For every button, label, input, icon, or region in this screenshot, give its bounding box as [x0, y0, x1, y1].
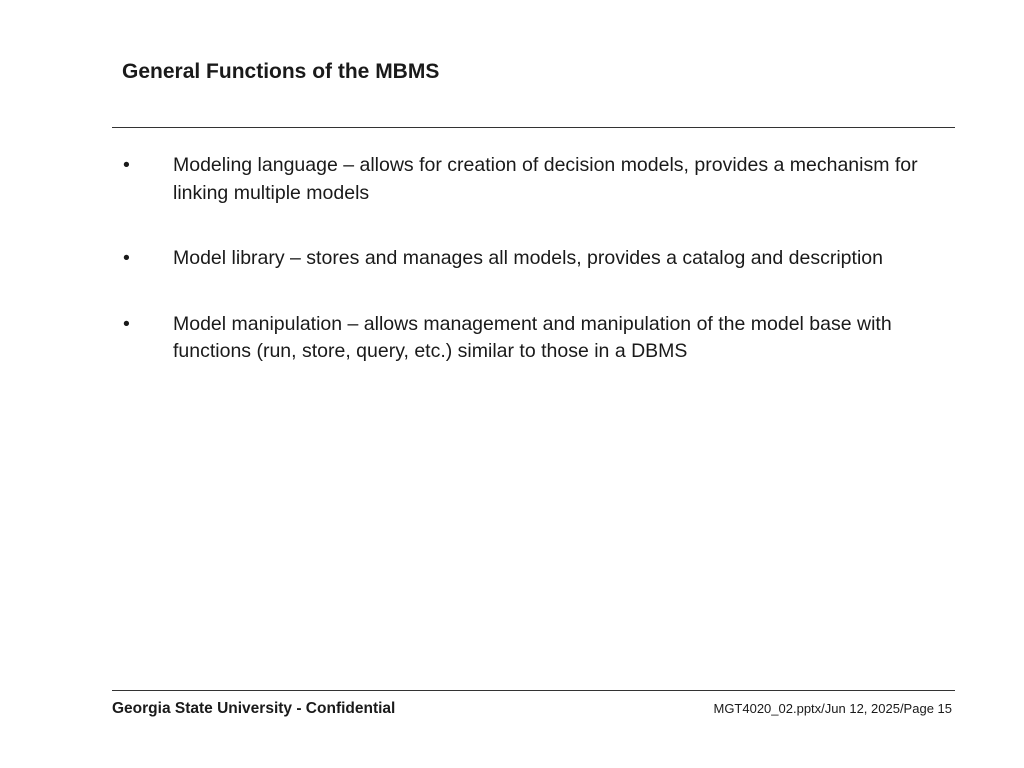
bullet-text: Model manipulation – allows management and manipulation of the model base with functions (run, store, query, etc.) similar to those in a DBMS: [173, 312, 892, 362]
bullet-item-model-library: [120, 245, 920, 273]
footer-divider: [112, 690, 955, 691]
footer-page-info: MGT4020_02.pptx/Jun 12, 2025/Page 15: [713, 701, 952, 716]
bullet-text: Modeling language – allows for creation of decision models, provides a mechanism for linking multiple models: [173, 154, 918, 204]
bullet-item-modeling-language: [120, 152, 920, 207]
footer-organization: Georgia State University - Confidential: [112, 700, 396, 717]
bullet-marker: •: [123, 247, 130, 269]
bullet-marker: •: [123, 154, 130, 176]
title-divider: [112, 127, 955, 128]
slide-title: General Functions of the MBMS: [122, 60, 440, 83]
bullet-marker: •: [123, 312, 130, 335]
bullet-text: Model library – stores and manages all models, provides a catalog and description: [173, 247, 883, 269]
bullet-item-model-manipulation: [120, 311, 920, 366]
bullet-list: [120, 152, 920, 404]
